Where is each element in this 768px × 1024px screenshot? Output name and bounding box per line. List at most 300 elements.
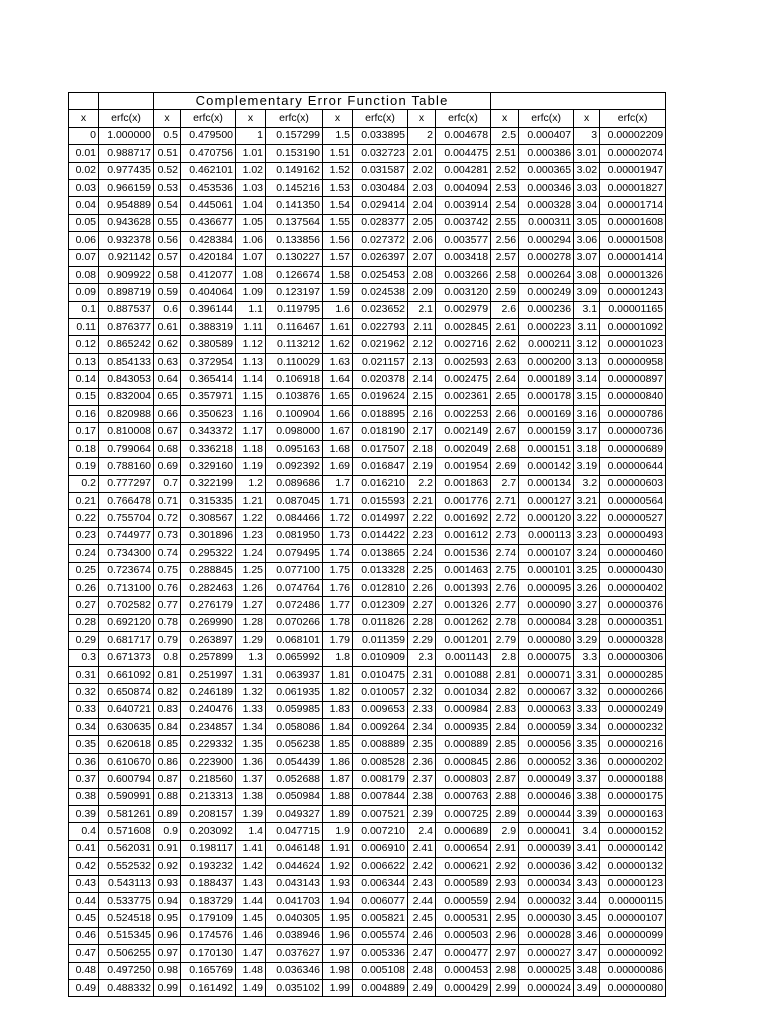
erfc-cell: 0.00000351 — [600, 614, 666, 631]
erfc-cell: 0.581261 — [99, 806, 154, 823]
x-cell: 0.89 — [154, 806, 181, 823]
x-cell: 0.57 — [154, 249, 181, 266]
erfc-cell: 0.058086 — [266, 719, 323, 736]
erfc-cell: 1.000000 — [99, 127, 154, 144]
erfc-cell: 0.00000115 — [600, 892, 666, 909]
erfc-cell: 0.404064 — [181, 284, 236, 301]
table-row — [69, 892, 666, 909]
erfc-cell: 0.388319 — [181, 319, 236, 336]
erfc-cell: 0.000080 — [519, 632, 574, 649]
x-cell: 0.99 — [154, 979, 181, 996]
table-row — [69, 840, 666, 857]
erfc-cell: 0.692120 — [99, 614, 154, 631]
erfc-cell: 0.006622 — [353, 858, 408, 875]
x-cell: 1.39 — [236, 806, 266, 823]
table-row — [69, 249, 666, 266]
x-cell: 2.85 — [491, 736, 519, 753]
column-header-row — [69, 110, 666, 127]
x-cell: 3.31 — [574, 666, 600, 683]
x-cell: 1.93 — [323, 875, 353, 892]
x-cell: 0.59 — [154, 284, 181, 301]
erfc-cell: 0.074764 — [266, 579, 323, 596]
erfc-cell: 0.590991 — [99, 788, 154, 805]
x-cell: 3.35 — [574, 736, 600, 753]
erfc-cell: 0.137564 — [266, 214, 323, 231]
x-cell: 0.28 — [69, 614, 99, 631]
title-right-blank — [491, 93, 666, 110]
erfc-cell: 0.943628 — [99, 214, 154, 231]
x-cell: 3.46 — [574, 927, 600, 944]
x-cell: 3.45 — [574, 910, 600, 927]
erfc-cell: 0.234857 — [181, 719, 236, 736]
erfc-cell: 0.000090 — [519, 597, 574, 614]
x-cell: 0.76 — [154, 579, 181, 596]
erfc-cell: 0.00000376 — [600, 597, 666, 614]
table-row — [69, 666, 666, 683]
x-cell: 1.76 — [323, 579, 353, 596]
erfc-cell: 0.610670 — [99, 753, 154, 770]
x-cell: 0.27 — [69, 597, 99, 614]
erfc-cell: 0.00000232 — [600, 719, 666, 736]
table-row — [69, 458, 666, 475]
erfc-cell: 0.702582 — [99, 597, 154, 614]
erfc-cell: 0.000049 — [519, 771, 574, 788]
erfc-cell: 0.049327 — [266, 806, 323, 823]
erfc-cell: 0.005108 — [353, 962, 408, 979]
erfc-cell: 0.000803 — [436, 771, 491, 788]
x-cell: 2.65 — [491, 388, 519, 405]
erfc-cell: 0.003577 — [436, 232, 491, 249]
x-cell: 1.69 — [323, 458, 353, 475]
erfc-cell: 0.552532 — [99, 858, 154, 875]
x-cell: 2.12 — [408, 336, 436, 353]
erfc-cell: 0.000028 — [519, 927, 574, 944]
x-cell: 2.14 — [408, 371, 436, 388]
x-cell: 1.94 — [323, 892, 353, 909]
erfc-cell: 0.343372 — [181, 423, 236, 440]
erfc-cell: 0.533775 — [99, 892, 154, 909]
table-row — [69, 597, 666, 614]
x-cell: 1.2 — [236, 475, 266, 492]
x-cell: 2.21 — [408, 492, 436, 509]
erfc-cell: 0.00000107 — [600, 910, 666, 927]
column-header: x — [69, 110, 99, 127]
x-cell: 3 — [574, 127, 600, 144]
erfc-cell: 0.061935 — [266, 684, 323, 701]
x-cell: 1.45 — [236, 910, 266, 927]
erfc-cell: 0.006344 — [353, 875, 408, 892]
erfc-cell: 0.00000689 — [600, 440, 666, 457]
erfc-cell: 0.832004 — [99, 388, 154, 405]
x-cell: 2.09 — [408, 284, 436, 301]
erfc-cell: 0.003418 — [436, 249, 491, 266]
erfc-cell: 0.445061 — [181, 197, 236, 214]
x-cell: 1.86 — [323, 753, 353, 770]
erfc-cell: 0.000278 — [519, 249, 574, 266]
x-cell: 0.88 — [154, 788, 181, 805]
erfc-cell: 0.000453 — [436, 962, 491, 979]
erfc-cell: 0.246189 — [181, 684, 236, 701]
table-row — [69, 510, 666, 527]
x-cell: 1.01 — [236, 145, 266, 162]
x-cell: 3.47 — [574, 945, 600, 962]
x-cell: 2.99 — [491, 979, 519, 996]
x-cell: 1.96 — [323, 927, 353, 944]
erfc-cell: 0.396144 — [181, 301, 236, 318]
erfc-cell: 0.630635 — [99, 719, 154, 736]
x-cell: 2.6 — [491, 301, 519, 318]
x-cell: 0.01 — [69, 145, 99, 162]
erfc-cell: 0.068101 — [266, 632, 323, 649]
x-cell: 2.41 — [408, 840, 436, 857]
x-cell: 0.25 — [69, 562, 99, 579]
x-cell: 2.2 — [408, 475, 436, 492]
erfc-cell: 0.000134 — [519, 475, 574, 492]
erfc-cell: 0.329160 — [181, 458, 236, 475]
erfc-cell: 0.009264 — [353, 719, 408, 736]
x-cell: 1.36 — [236, 753, 266, 770]
table-row — [69, 545, 666, 562]
x-cell: 1.13 — [236, 353, 266, 370]
erfc-cell: 0.000039 — [519, 840, 574, 857]
erfc-cell: 0.479500 — [181, 127, 236, 144]
x-cell: 0.05 — [69, 214, 99, 231]
x-cell: 2.73 — [491, 527, 519, 544]
x-cell: 2.76 — [491, 579, 519, 596]
x-cell: 0.61 — [154, 319, 181, 336]
x-cell: 1.43 — [236, 875, 266, 892]
x-cell: 2.4 — [408, 823, 436, 840]
erfc-cell: 0.031587 — [353, 162, 408, 179]
erfc-cell: 0.054439 — [266, 753, 323, 770]
erfc-cell: 0.988717 — [99, 145, 154, 162]
x-cell: 1.03 — [236, 179, 266, 196]
erfc-cell: 0.056238 — [266, 736, 323, 753]
x-cell: 2.48 — [408, 962, 436, 979]
erfc-cell: 0.007521 — [353, 806, 408, 823]
x-cell: 1.78 — [323, 614, 353, 631]
x-cell: 2.02 — [408, 162, 436, 179]
erfc-cell: 0.000041 — [519, 823, 574, 840]
erfc-cell: 0.165769 — [181, 962, 236, 979]
x-cell: 3.32 — [574, 684, 600, 701]
erfc-cell: 0.650874 — [99, 684, 154, 701]
erfc-cell: 0.193232 — [181, 858, 236, 875]
x-cell: 2.33 — [408, 701, 436, 718]
erfc-cell: 0.006077 — [353, 892, 408, 909]
x-cell: 2.47 — [408, 945, 436, 962]
x-cell: 0.65 — [154, 388, 181, 405]
x-cell: 0.48 — [69, 962, 99, 979]
x-cell: 0.22 — [69, 510, 99, 527]
column-header: x — [491, 110, 519, 127]
x-cell: 0.19 — [69, 458, 99, 475]
x-cell: 2.53 — [491, 179, 519, 196]
erfc-table — [68, 92, 666, 997]
table-row — [69, 336, 666, 353]
erfc-cell: 0.00000736 — [600, 423, 666, 440]
erfc-cell: 0.820988 — [99, 406, 154, 423]
erfc-cell: 0.453536 — [181, 179, 236, 196]
x-cell: 2.62 — [491, 336, 519, 353]
table-row — [69, 753, 666, 770]
x-cell: 3.1 — [574, 301, 600, 318]
x-cell: 3.15 — [574, 388, 600, 405]
x-cell: 1.16 — [236, 406, 266, 423]
table-row — [69, 492, 666, 509]
x-cell: 1.55 — [323, 214, 353, 231]
x-cell: 1.09 — [236, 284, 266, 301]
x-cell: 0.81 — [154, 666, 181, 683]
erfc-cell: 0.001143 — [436, 649, 491, 666]
erfc-cell: 0.092392 — [266, 458, 323, 475]
title-row — [69, 93, 666, 110]
x-cell: 1.74 — [323, 545, 353, 562]
x-cell: 1.95 — [323, 910, 353, 927]
erfc-cell: 0.00001414 — [600, 249, 666, 266]
erfc-cell: 0.854133 — [99, 353, 154, 370]
erfc-cell: 0.070266 — [266, 614, 323, 631]
erfc-cell: 0.000044 — [519, 806, 574, 823]
erfc-cell: 0.050984 — [266, 788, 323, 805]
erfc-cell: 0.003120 — [436, 284, 491, 301]
x-cell: 1.5 — [323, 127, 353, 144]
table-row — [69, 875, 666, 892]
erfc-cell: 0.010057 — [353, 684, 408, 701]
x-cell: 1.07 — [236, 249, 266, 266]
x-cell: 2.34 — [408, 719, 436, 736]
x-cell: 0.09 — [69, 284, 99, 301]
erfc-cell: 0.006910 — [353, 840, 408, 857]
x-cell: 1.75 — [323, 562, 353, 579]
x-cell: 1.88 — [323, 788, 353, 805]
erfc-cell: 0.723674 — [99, 562, 154, 579]
x-cell: 2.66 — [491, 406, 519, 423]
erfc-cell: 0.126674 — [266, 266, 323, 283]
x-cell: 1.32 — [236, 684, 266, 701]
erfc-cell: 0.843053 — [99, 371, 154, 388]
erfc-cell: 0.133856 — [266, 232, 323, 249]
erfc-cell: 0.00000142 — [600, 840, 666, 857]
x-cell: 0.38 — [69, 788, 99, 805]
x-cell: 2.61 — [491, 319, 519, 336]
erfc-cell: 0.003266 — [436, 266, 491, 283]
erfc-cell: 0.000025 — [519, 962, 574, 979]
erfc-cell: 0.153190 — [266, 145, 323, 162]
x-cell: 1.3 — [236, 649, 266, 666]
erfc-cell: 0.046148 — [266, 840, 323, 857]
erfc-cell: 0.000151 — [519, 440, 574, 457]
erfc-cell: 0.00000564 — [600, 492, 666, 509]
erfc-cell: 0.001863 — [436, 475, 491, 492]
x-cell: 1.66 — [323, 406, 353, 423]
x-cell: 0.77 — [154, 597, 181, 614]
x-cell: 0.46 — [69, 927, 99, 944]
x-cell: 0.21 — [69, 492, 99, 509]
x-cell: 1.84 — [323, 719, 353, 736]
x-cell: 0.3 — [69, 649, 99, 666]
erfc-cell: 0.149162 — [266, 162, 323, 179]
erfc-cell: 0.106918 — [266, 371, 323, 388]
table-row — [69, 406, 666, 423]
erfc-cell: 0.013328 — [353, 562, 408, 579]
x-cell: 1.9 — [323, 823, 353, 840]
table-row — [69, 806, 666, 823]
table-row — [69, 232, 666, 249]
x-cell: 1.46 — [236, 927, 266, 944]
erfc-cell: 0.095163 — [266, 440, 323, 457]
x-cell: 1.22 — [236, 510, 266, 527]
table-row — [69, 632, 666, 649]
x-cell: 3.02 — [574, 162, 600, 179]
erfc-cell: 0.001201 — [436, 632, 491, 649]
erfc-cell: 0.640721 — [99, 701, 154, 718]
x-cell: 2.63 — [491, 353, 519, 370]
erfc-cell: 0.000725 — [436, 806, 491, 823]
x-cell: 3.03 — [574, 179, 600, 196]
erfc-cell: 0.661092 — [99, 666, 154, 683]
erfc-cell: 0.00000202 — [600, 753, 666, 770]
x-cell: 1.63 — [323, 353, 353, 370]
erfc-cell: 0.000067 — [519, 684, 574, 701]
table-row — [69, 371, 666, 388]
erfc-cell: 0.315335 — [181, 492, 236, 509]
erfc-cell: 0.000189 — [519, 371, 574, 388]
erfc-cell: 0.412077 — [181, 266, 236, 283]
x-cell: 2.08 — [408, 266, 436, 283]
erfc-cell: 0.063937 — [266, 666, 323, 683]
erfc-cell: 0.00000527 — [600, 510, 666, 527]
erfc-cell: 0.025453 — [353, 266, 408, 283]
x-cell: 1.02 — [236, 162, 266, 179]
x-cell: 0.71 — [154, 492, 181, 509]
erfc-cell: 0.179109 — [181, 910, 236, 927]
x-cell: 2.84 — [491, 719, 519, 736]
x-cell: 3.29 — [574, 632, 600, 649]
erfc-cell: 0.001536 — [436, 545, 491, 562]
erfc-cell: 0.00000786 — [600, 406, 666, 423]
x-cell: 2.67 — [491, 423, 519, 440]
erfc-cell: 0.044624 — [266, 858, 323, 875]
x-cell: 1.6 — [323, 301, 353, 318]
x-cell: 2.94 — [491, 892, 519, 909]
x-cell: 3.37 — [574, 771, 600, 788]
x-cell: 2.32 — [408, 684, 436, 701]
erfc-cell: 0.308567 — [181, 510, 236, 527]
table-row — [69, 284, 666, 301]
erfc-cell: 0.515345 — [99, 927, 154, 944]
x-cell: 2.64 — [491, 371, 519, 388]
erfc-cell: 0.022793 — [353, 319, 408, 336]
x-cell: 2.9 — [491, 823, 519, 840]
erfc-cell: 0.001262 — [436, 614, 491, 631]
erfc-cell: 0.000071 — [519, 666, 574, 683]
erfc-cell: 0.000101 — [519, 562, 574, 579]
x-cell: 3.2 — [574, 475, 600, 492]
erfc-cell: 0.174576 — [181, 927, 236, 944]
erfc-cell: 0.00000644 — [600, 458, 666, 475]
x-cell: 0.97 — [154, 945, 181, 962]
x-cell: 1.06 — [236, 232, 266, 249]
erfc-cell: 0.000621 — [436, 858, 491, 875]
x-cell: 1.08 — [236, 266, 266, 283]
erfc-cell: 0.218560 — [181, 771, 236, 788]
erfc-cell: 0.00000266 — [600, 684, 666, 701]
erfc-cell: 0.357971 — [181, 388, 236, 405]
erfc-cell: 0.019624 — [353, 388, 408, 405]
erfc-cell: 0.00000086 — [600, 962, 666, 979]
table-row — [69, 579, 666, 596]
x-cell: 2.75 — [491, 562, 519, 579]
x-cell: 2.01 — [408, 145, 436, 162]
x-cell: 0.55 — [154, 214, 181, 231]
erfc-cell: 0.00000460 — [600, 545, 666, 562]
x-cell: 2.07 — [408, 249, 436, 266]
x-cell: 2.38 — [408, 788, 436, 805]
x-cell: 1.87 — [323, 771, 353, 788]
x-cell: 0.83 — [154, 701, 181, 718]
x-cell: 2.72 — [491, 510, 519, 527]
erfc-cell: 0.001776 — [436, 492, 491, 509]
erfc-cell: 0.00000188 — [600, 771, 666, 788]
x-cell: 1.68 — [323, 440, 353, 457]
x-cell: 0.73 — [154, 527, 181, 544]
erfc-cell: 0.002361 — [436, 388, 491, 405]
column-header: x — [154, 110, 181, 127]
x-cell: 2.45 — [408, 910, 436, 927]
x-cell: 3.21 — [574, 492, 600, 509]
x-cell: 0.42 — [69, 858, 99, 875]
erfc-cell: 0.462101 — [181, 162, 236, 179]
erfc-cell: 0.023652 — [353, 301, 408, 318]
erfc-cell: 0.000845 — [436, 753, 491, 770]
erfc-cell: 0.059985 — [266, 701, 323, 718]
table-row — [69, 301, 666, 318]
erfc-cell: 0.116467 — [266, 319, 323, 336]
erfc-cell: 0.524518 — [99, 910, 154, 927]
column-header: x — [574, 110, 600, 127]
erfc-cell: 0.744977 — [99, 527, 154, 544]
erfc-cell: 0.005574 — [353, 927, 408, 944]
erfc-cell: 0.00000175 — [600, 788, 666, 805]
table-row — [69, 266, 666, 283]
x-cell: 1.7 — [323, 475, 353, 492]
erfc-cell: 0.288845 — [181, 562, 236, 579]
x-cell: 0.58 — [154, 266, 181, 283]
x-cell: 2.7 — [491, 475, 519, 492]
erfc-cell: 0.013865 — [353, 545, 408, 562]
erfc-cell: 0.00000285 — [600, 666, 666, 683]
erfc-cell: 0.000095 — [519, 579, 574, 596]
table-row — [69, 197, 666, 214]
x-cell: 0.06 — [69, 232, 99, 249]
x-cell: 2.27 — [408, 597, 436, 614]
erfc-cell: 0.000294 — [519, 232, 574, 249]
erfc-cell: 0.000346 — [519, 179, 574, 196]
erfc-cell: 0.015593 — [353, 492, 408, 509]
erfc-cell: 0.000063 — [519, 701, 574, 718]
erfc-cell: 0.810008 — [99, 423, 154, 440]
x-cell: 2.31 — [408, 666, 436, 683]
table-row — [69, 214, 666, 231]
x-cell: 0.93 — [154, 875, 181, 892]
erfc-cell: 0.077100 — [266, 562, 323, 579]
x-cell: 2.13 — [408, 353, 436, 370]
x-cell: 3.27 — [574, 597, 600, 614]
erfc-cell: 0.002845 — [436, 319, 491, 336]
table-row — [69, 353, 666, 370]
erfc-cell: 0.098000 — [266, 423, 323, 440]
